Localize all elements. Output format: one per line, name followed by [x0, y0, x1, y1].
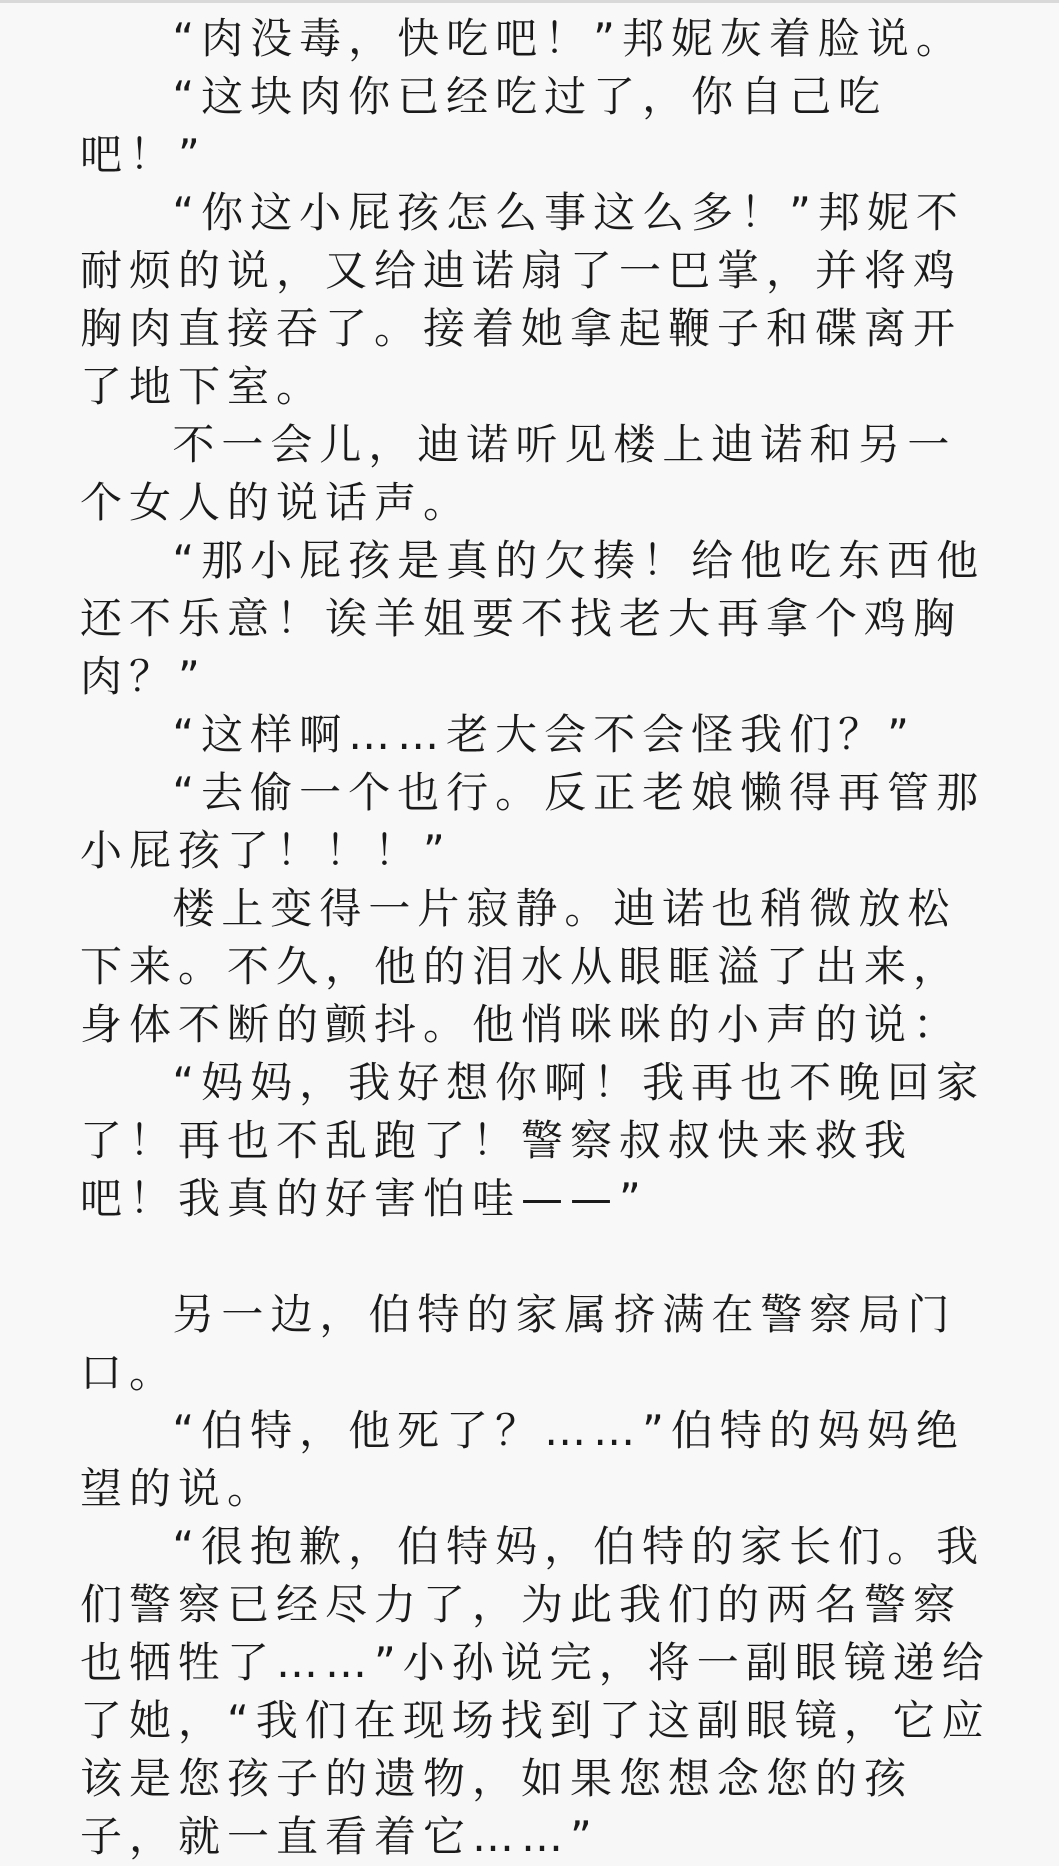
- top-divider: [0, 0, 1059, 3]
- paragraph-9: “妈妈，我好想你啊！我再也不晚回家了！再也不乱跑了！警察叔叔快来救我吧！我真的好害怕哇——”: [80, 1058, 986, 1223]
- paragraph-7: “去偷一个也行。反正老娘懒得再管那小屁孩了！！！”: [80, 768, 986, 875]
- paragraph-2: “这块肉你已经吃过了，你自己吃吧！”: [80, 72, 888, 179]
- paragraph-10: 另一边，伯特的家属挤满在警察局门口。: [80, 1290, 957, 1397]
- paragraph-12: “很抱歉，伯特妈，伯特的家长们。我们警察已经尽力了，为此我们的两名警察也牺牲了……”小孙说完，将一副眼镜递给了她，“我们在现场找到了这副眼镜，它应该是您孩子的遗物，如果您想念您的孩子，就一直看着它……”: [80, 1522, 991, 1861]
- paragraph-6: “这样啊……老大会不会怪我们？”: [172, 710, 916, 759]
- paragraph-3: “你这小屁孩怎么事这么多！”邦妮不耐烦的说，又给迪诺扇了一巴掌，并将鸡胸肉直接吞了。接着她拿起鞭子和碟离开了地下室。: [80, 188, 965, 411]
- section-break: [80, 1228, 1003, 1286]
- paragraph-8: 楼上变得一片寂静。迪诺也稍微放松下来。不久，他的泪水从眼眶溢了出来，身体不断的颤抖。他悄咪咪的小声的说：: [80, 884, 963, 1049]
- paragraph-4: 不一会儿，迪诺听见楼上迪诺和另一个女人的说话声。: [80, 420, 957, 527]
- paragraph-1: “肉没毒，快吃吧！”邦妮灰着脸说。: [172, 14, 965, 63]
- paragraph-5: “那小屁孩是真的欠揍！给他吃东西他还不乐意！诶羊姐要不找老大再拿个鸡胸肉？”: [80, 536, 986, 701]
- paragraph-11: “伯特，他死了？……”伯特的妈妈绝望的说。: [80, 1406, 965, 1513]
